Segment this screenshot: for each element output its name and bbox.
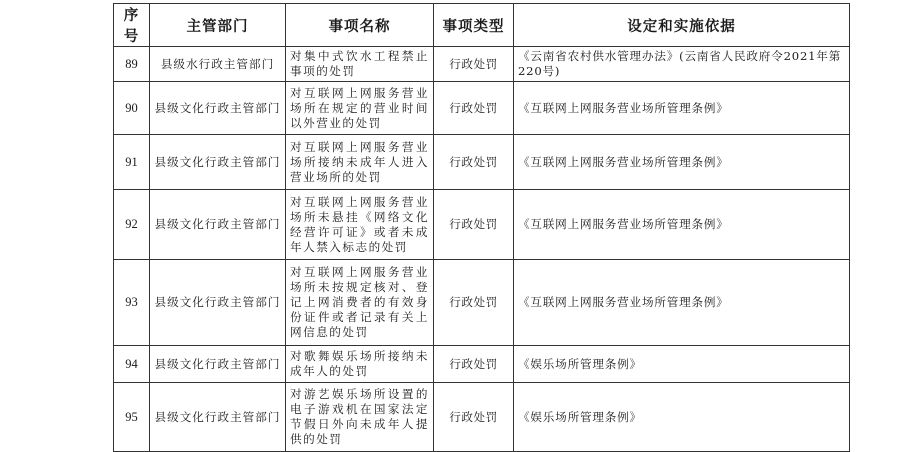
row-matter-type: 行政处罚 — [434, 260, 514, 346]
row-matter-type: 行政处罚 — [434, 190, 514, 260]
row-matter-name: 对互联网上网服务营业场所未按规定核对、登记上网消费者的有效身份证件或者记录有关上网信息的处罚 — [286, 260, 434, 346]
row-legal-basis: 《娱乐场所管理条例》 — [514, 346, 850, 383]
row-legal-basis: 《娱乐场所管理条例》 — [514, 383, 850, 452]
row-matter-type: 行政处罚 — [434, 383, 514, 452]
row-matter-type: 行政处罚 — [434, 82, 514, 135]
table-row — [114, 260, 850, 346]
row-serial: 91 — [114, 135, 150, 190]
row-serial: 95 — [114, 383, 150, 452]
row-serial: 93 — [114, 260, 150, 346]
row-matter-name: 对游艺娱乐场所设置的电子游戏机在国家法定节假日外向未成年人提供的处罚 — [286, 383, 434, 452]
row-department: 县级文化行政主管部门 — [150, 135, 286, 190]
row-legal-basis: 《互联网上网服务营业场所管理条例》 — [514, 260, 850, 346]
row-serial: 92 — [114, 190, 150, 260]
row-department: 县级文化行政主管部门 — [150, 190, 286, 260]
row-matter-type: 行政处罚 — [434, 135, 514, 190]
row-legal-basis: 《互联网上网服务营业场所管理条例》 — [514, 82, 850, 135]
row-serial: 89 — [114, 47, 150, 82]
row-matter-name: 对集中式饮水工程禁止事项的处罚 — [286, 47, 434, 82]
row-matter-name: 对互联网上网服务营业场所接纳未成年人进入营业场所的处罚 — [286, 135, 434, 190]
header-serial: 序号 — [114, 4, 150, 47]
table-row — [114, 190, 850, 260]
row-department: 县级水行政主管部门 — [150, 47, 286, 82]
row-legal-basis: 《互联网上网服务营业场所管理条例》 — [514, 190, 850, 260]
row-matter-type: 行政处罚 — [434, 47, 514, 82]
row-legal-basis: 《互联网上网服务营业场所管理条例》 — [514, 135, 850, 190]
row-serial: 90 — [114, 82, 150, 135]
row-department: 县级文化行政主管部门 — [150, 346, 286, 383]
header-matter-name: 事项名称 — [286, 4, 434, 47]
table-row — [114, 135, 850, 190]
row-department: 县级文化行政主管部门 — [150, 383, 286, 452]
header-matter-type: 事项类型 — [434, 4, 514, 47]
row-matter-name: 对互联网上网服务营业场所在规定的营业时间以外营业的处罚 — [286, 82, 434, 135]
row-matter-type: 行政处罚 — [434, 346, 514, 383]
table-row — [114, 82, 850, 135]
header-legal-basis: 设定和实施依据 — [514, 4, 850, 47]
table-row — [114, 47, 850, 82]
table-row — [114, 383, 850, 452]
row-matter-name: 对歌舞娱乐场所接纳未成年人的处罚 — [286, 346, 434, 383]
header-department: 主管部门 — [150, 4, 286, 47]
table-header-row — [114, 4, 850, 47]
row-department: 县级文化行政主管部门 — [150, 82, 286, 135]
matters-table — [113, 3, 850, 452]
row-legal-basis: 《云南省农村供水管理办法》(云南省人民政府令2021年第220号) — [514, 47, 850, 82]
row-matter-name: 对互联网上网服务营业场所未悬挂《网络文化经营许可证》或者未成年人禁入标志的处罚 — [286, 190, 434, 260]
row-department: 县级文化行政主管部门 — [150, 260, 286, 346]
row-serial: 94 — [114, 346, 150, 383]
table-row — [114, 346, 850, 383]
